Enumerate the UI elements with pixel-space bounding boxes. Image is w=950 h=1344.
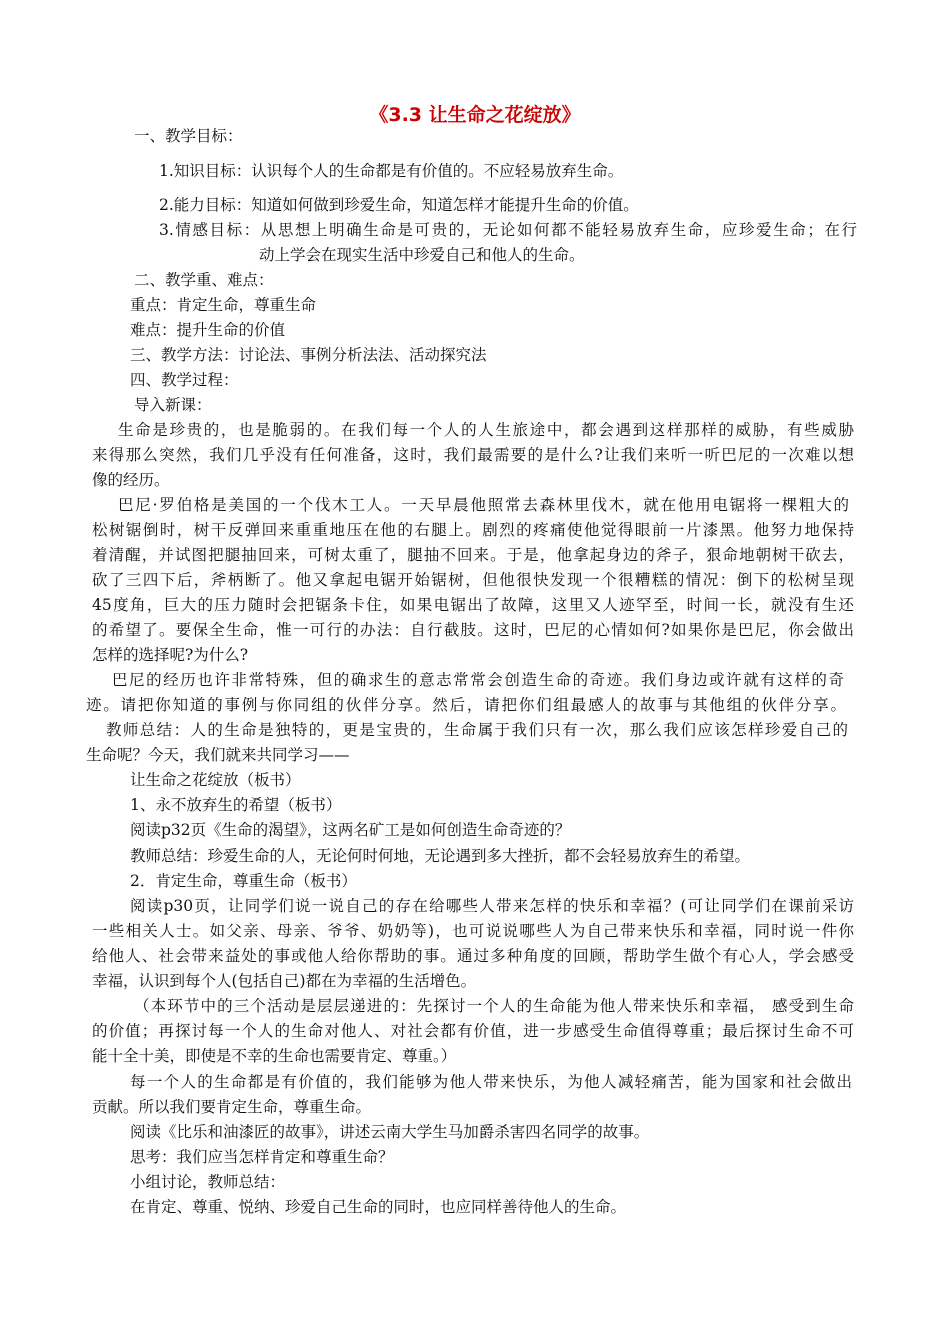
text-line: 难点：提升生命的价值 (130, 321, 286, 339)
text-line: 教师总结：珍爱生命的人，无论何时何地，无论遇到多大挫折，都不会轻易放弃生的希望。 (130, 847, 751, 865)
section-heading-process: 四、教学过程： (130, 371, 239, 389)
text-line: 砍了三四下后，斧柄断了。他又拿起电锯开始锯树，但他很快发现一个很糟糕的情况：倒下的松树呈现 (92, 571, 854, 589)
text-line: 在肯定、尊重、悦纳、珍爱自己生命的同时，也应同样善待他人的生命。 (130, 1198, 627, 1216)
text-line: 幸福，认识到每个人(包括自己)都在为幸福的生活增色。 (92, 972, 477, 990)
text-line: 阅读p32页《生命的渴望》，这两名矿工是如何创造生命奇迹的？ (130, 821, 571, 839)
board-title: 让生命之花绽放（板书） (130, 771, 301, 789)
text-line: 迹。请把你知道的事例与你同组的伙伴分享。然后，请把你们组最感人的故事与其他组的伙伴分享。 (86, 696, 846, 714)
section-heading-methods: 三、教学方法：讨论法、事例分析法法、活动探究法 (130, 346, 487, 364)
text-line: 着清醒，并试图把腿抽回来，可树太重了，腿抽不回来。于是，他拿起身边的斧子，狠命地朝树干砍去， (92, 546, 854, 564)
text-line: 给他人、社会带来益处的事或他人给你帮助的事。通过多种角度的回顾，帮助学生做个有心人，学会感受 (92, 947, 854, 965)
text-line: 1、永不放弃生的希望（板书） (130, 796, 342, 814)
text-line: 巴尼的经历也许非常特殊，但的确求生的意志常常会创造生命的奇迹。我们身边或许就有这样的奇 (112, 671, 844, 689)
text-line: 2.能力目标：知道如何做到珍爱生命，知道怎样才能提升生命的价值。 (159, 196, 639, 214)
text-line: 小组讨论，教师总结： (130, 1173, 286, 1191)
text-line: 巴尼·罗伯格是美国的一个伐木工人。一天早晨他照常去森林里伐木，就在他用电锯将一棵粗大的 (118, 496, 849, 514)
text-line: 阅读《比乐和油漆匠的故事》，讲述云南大学生马加爵杀害四名同学的故事。 (130, 1123, 650, 1141)
text-line: 1.知识目标：认识每个人的生命都是有价值的。不应轻易放弃生命。 (159, 162, 624, 180)
text-line: 思考：我们应当怎样肯定和尊重生命？ (130, 1148, 394, 1166)
text-line: 导入新课： (134, 396, 212, 414)
text-line: 重点：肯定生命，尊重生命 (130, 296, 317, 314)
text-line: 的价值；再探讨每一个人的生命对他人、对社会都有价值，进一步感受生命值得尊重；最后探讨生命不可 (92, 1022, 854, 1040)
text-line: 能十全十美，即使是不幸的生命也需要肯定、尊重。） (92, 1047, 457, 1065)
text-line: 生命是珍贵的，也是脆弱的。在我们每一个人的人生旅途中，都会遇到这样那样的威胁，有些威胁 (118, 421, 854, 439)
text-line: 阅读p30页，让同学们说一说自己的存在给哪些人带来怎样的快乐和幸福？(可让同学们在课前采访 (130, 897, 854, 915)
section-heading-objectives: 一、教学目标： (134, 127, 243, 145)
text-line: 一些相关人士。如父亲、母亲、爷爷、奶奶等)，也可说说哪些人为自己带来快乐和幸福，同时说一件你 (92, 922, 854, 940)
text-line: 来得那么突然，我们几乎没有任何准备，这时，我们最需要的是什么?让我们来听一听巴尼的一次难以想 (92, 446, 854, 464)
text-line: 怎样的选择呢?为什么? (92, 646, 249, 664)
text-line: 3.情感目标：从思想上明确生命是可贵的，无论如何都不能轻易放弃生命，应珍爱生命；在行 (159, 221, 857, 239)
text-line: 松树锯倒时，树干反弹回来重重地压在他的右腿上。剧烈的疼痛使他觉得眼前一片漆黑。他努力地保持 (92, 521, 854, 539)
text-line: 生命呢？今天，我们就来共同学习—— (86, 746, 350, 764)
text-line: 动上学会在现实生活中珍爱自己和他人的生命。 (259, 246, 585, 264)
text-line: 的希望了。要保全生命，惟一可行的办法：自行截肢。这时，巴尼的心情如何?如果你是巴尼，你会做出 (92, 621, 854, 639)
text-line: 教师总结：人的生命是独特的，更是宝贵的，生命属于我们只有一次，那么我们应该怎样珍爱自己的 (106, 721, 848, 739)
text-line: 像的经历。 (92, 471, 170, 489)
text-line: （本环节中的三个活动是层层递进的：先探讨一个人的生命能为他人带来快乐和幸福， 感受到生命 (134, 997, 854, 1015)
text-line: 每一个人的生命都是有价值的，我们能够为他人带来快乐，为他人减轻痛苦，能为国家和社会做出 (130, 1073, 852, 1091)
section-heading-focus: 二、教学重、难点： (134, 271, 274, 289)
text-line: 2．肯定生命，尊重生命（板书） (130, 872, 357, 890)
text-line: 贡献。所以我们要肯定生命，尊重生命。 (92, 1098, 372, 1116)
document-title: 《3.3 让生命之花绽放》 (369, 104, 581, 126)
text-line: 45度角，巨大的压力随时会把锯条卡住，如果电锯出了故障，这里又人迹罕至，时间一长，就没有生还 (92, 596, 854, 614)
